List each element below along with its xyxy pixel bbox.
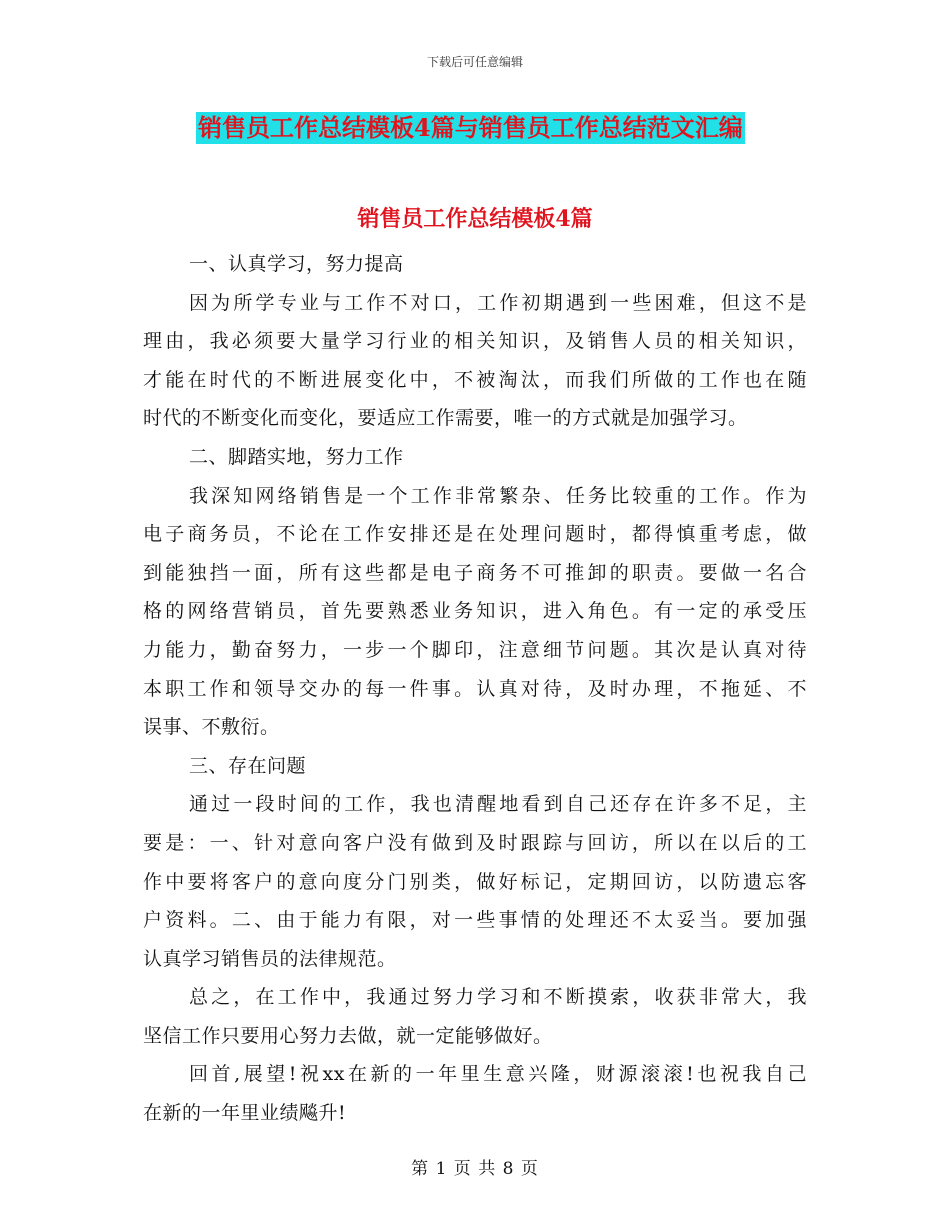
text-line: 理由，我必须要大量学习行业的相关知识，及销售人员的相关知识， bbox=[143, 330, 807, 353]
text-line: 误事、不敷衍。 bbox=[143, 716, 280, 739]
text-line: 才能在时代的不断进展变化中，不被淘汰，而我们所做的工作也在随 bbox=[143, 368, 807, 391]
text-line: 到能独挡一面，所有这些都是电子商务不可推卸的职责。要做一名合 bbox=[143, 561, 807, 584]
document-body bbox=[143, 245, 807, 1133]
text-line: 回首,展望!祝xx在新的一年里生意兴隆，财源滚滚!也祝我自己 bbox=[189, 1063, 807, 1086]
text-line: 作中要将客户的意向度分门别类，做好标记，定期回访，以防遗忘客 bbox=[143, 870, 807, 893]
header-note: 下载后可任意编辑 bbox=[426, 55, 523, 69]
text-line: 我深知网络销售是一个工作非常繁杂、任务比较重的工作。作为 bbox=[189, 484, 807, 507]
document-title: 销售员工作总结模板4篇与销售员工作总结范文汇编 bbox=[198, 113, 743, 142]
text-line: 通过一段时间的工作，我也清醒地看到自己还存在许多不足，主 bbox=[189, 793, 807, 816]
text-line: 总之，在工作中，我通过努力学习和不断摸索，收获非常大，我 bbox=[189, 986, 807, 1009]
text-line: 一、认真学习，努力提高 bbox=[189, 253, 404, 275]
text-line: 电子商务员，不论在工作安排还是在处理问题时，都得慎重考虑，做 bbox=[143, 523, 807, 546]
text-line: 要是：一、针对意向客户没有做到及时跟踪与回访，所以在以后的工 bbox=[143, 831, 807, 854]
text-line: 认真学习销售员的法律规范。 bbox=[143, 947, 397, 970]
text-line: 力能力，勤奋努力，一步一个脚印，注意细节问题。其次是认真对待 bbox=[143, 638, 807, 661]
page-footer: 第 1 页 共 8 页 bbox=[411, 1159, 539, 1179]
text-line: 坚信工作只要用心努力去做，就一定能够做好。 bbox=[143, 1024, 553, 1047]
text-line: 三、存在问题 bbox=[189, 754, 307, 777]
section-title: 销售员工作总结模板4篇 bbox=[357, 206, 593, 232]
text-line: 时代的不断变化而变化，要适应工作需要，唯一的方式就是加强学习。 bbox=[143, 407, 748, 430]
text-line: 格的网络营销员，首先要熟悉业务知识，进入角色。有一定的承受压 bbox=[143, 600, 807, 623]
text-line: 本职工作和领导交办的每一件事。认真对待，及时办理，不拖延、不 bbox=[143, 677, 807, 700]
text-line: 户资料。二、由于能力有限，对一些事情的处理还不太妥当。要加强 bbox=[143, 909, 807, 932]
text-line: 二、脚踏实地，努力工作 bbox=[189, 445, 404, 468]
text-line: 在新的一年里业绩飚升! bbox=[143, 1102, 347, 1125]
text-line: 因为所学专业与工作不对口，工作初期遇到一些困难，但这不是 bbox=[189, 291, 807, 314]
